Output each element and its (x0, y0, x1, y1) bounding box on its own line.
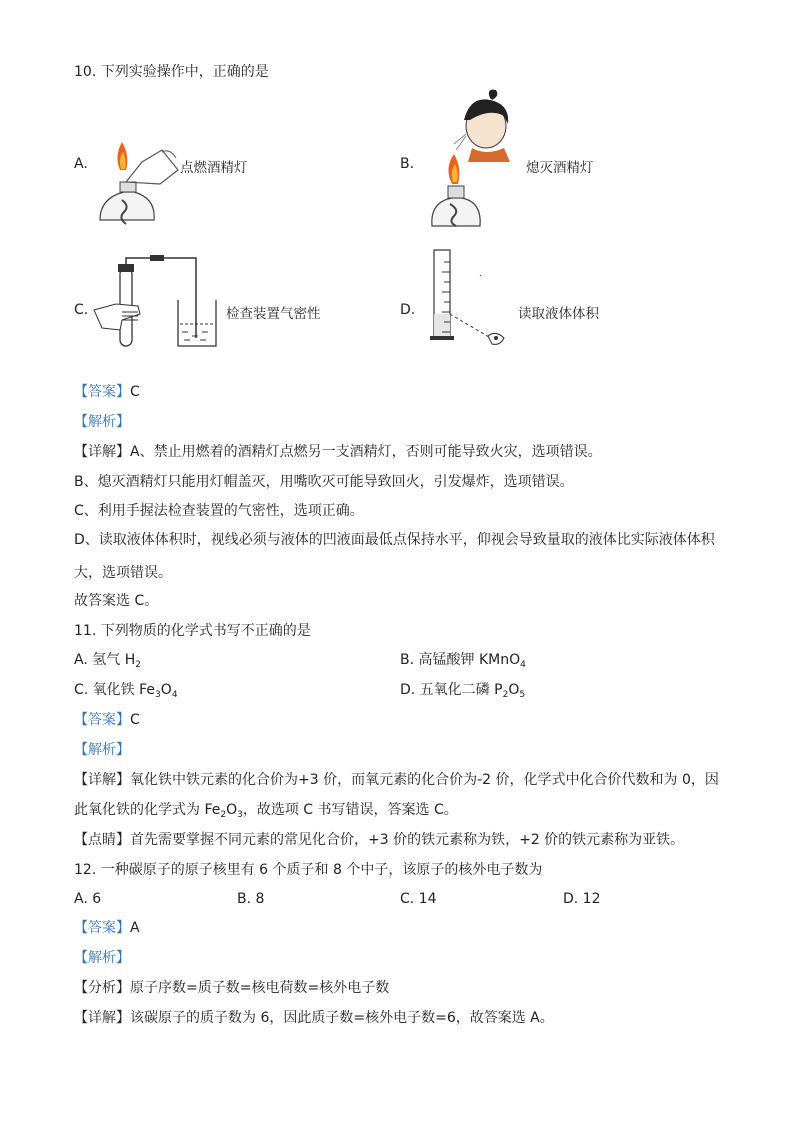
subscript: 4 (520, 660, 526, 670)
analysis-tag: 【分析】 (74, 980, 130, 996)
detail-tag: 【详解】 (74, 1010, 130, 1026)
airtightness-check-figure (92, 254, 222, 350)
q10-detail-d-line2: 大，选项错误。 (74, 565, 172, 581)
q12-option-c: C. 14 (400, 891, 437, 907)
q10-detail-c: C、利用手握法检查装置的气密性，选项正确。 (74, 503, 364, 519)
q11-option-b (400, 650, 526, 670)
formula: O (160, 682, 172, 698)
q11-tip (74, 830, 684, 850)
tip-tag: 【点睛】 (74, 832, 130, 848)
subscript: 4 (171, 690, 178, 700)
detail-text: O (226, 802, 238, 818)
q12-analysis-tag: 【解析】 (74, 950, 130, 966)
q10-option-b-caption: 熄灭酒精灯 (526, 160, 594, 176)
detail-text: 此氧化铁的化学式为 Fe (74, 802, 221, 818)
q10-analysis-tag: 【解析】 (74, 414, 130, 430)
answer-tag: 【答案】 (74, 920, 130, 936)
q10-detail-b: B、熄灭酒精灯只能用灯帽盖灭，用嘴吹灭可能导致回火，引发爆炸，选项错误。 (74, 474, 574, 490)
subscript: 2 (502, 690, 509, 700)
q10-option-a-caption: 点燃酒精灯 (180, 160, 248, 176)
q11-analysis-tag: 【解析】 (74, 742, 130, 758)
detail-text: 该碳原子的质子数为 6，因此质子数=核外电子数=6，故答案选 A。 (130, 1010, 554, 1026)
answer-value: C (130, 384, 140, 400)
q10-stem: 10. 下列实验操作中，正确的是 (74, 64, 269, 80)
q10-option-c-caption: 检查装置气密性 (226, 306, 321, 322)
q11-answer (74, 710, 140, 730)
q12-option-d: D. 12 (563, 891, 601, 907)
q11-detail-line2 (74, 800, 458, 820)
detail-tag: 【详解】 (74, 444, 130, 460)
q11-detail-line1 (74, 770, 719, 790)
subscript: 3 (237, 810, 243, 820)
q12-option-b: B. 8 (237, 891, 265, 907)
answer-tag: 【答案】 (74, 384, 130, 400)
formula: P (494, 682, 503, 698)
q12-detail (74, 1008, 554, 1028)
detail-text: 氧化铁中铁元素的化合价为+3 价，而氧元素的化合价为-2 价，化学式中化合价代数和为 0，因 (130, 772, 719, 788)
detail-text: A、禁止用燃着的酒精灯点燃另一支酒精灯，否则可能导致火灾，选项错误。 (130, 444, 602, 460)
formula: H (124, 652, 136, 668)
subscript: 3 (155, 690, 161, 700)
reading-cylinder-figure (424, 248, 524, 352)
q10-detail-d-line1: D、读取液体体积时，视线必须与液体的凹液面最低点保持水平，仰视会导致量取的液体比实际液体体积 (74, 532, 715, 548)
tip-text: 首先需要掌握不同元素的常见化合价，+3 价的铁元素称为铁，+2 价的铁元素称为亚铁。 (130, 832, 685, 848)
q12-analysis (74, 978, 389, 998)
q11-option-d (400, 680, 525, 700)
q10-option-a-letter: A. (74, 156, 88, 172)
option-label: B. 高锰酸钾 (400, 652, 479, 668)
q10-option-d-letter: D. (400, 302, 416, 318)
lamp-lighting-lamp-figure (90, 140, 180, 232)
option-label: C. 氧化铁 (74, 682, 140, 698)
formula: KMnO (478, 652, 521, 668)
q10-conclusion: 故答案选 C。 (74, 593, 159, 609)
q12-answer (74, 918, 140, 938)
option-label: D. 五氧化二磷 (400, 682, 495, 698)
answer-value: C (130, 712, 140, 728)
q12-stem: 12. 一种碳原子的原子核里有 6 个质子和 8 个中子，该原子的核外电子数为 (74, 862, 543, 878)
q11-option-a (74, 650, 141, 670)
q11-option-c (74, 680, 178, 700)
q10-option-c-letter: C. (74, 302, 89, 318)
answer-value: A (130, 920, 140, 936)
subscript: 5 (519, 690, 526, 700)
answer-tag: 【答案】 (74, 712, 130, 728)
analysis-text: 原子序数=质子数=核电荷数=核外电子数 (130, 980, 390, 996)
q10-detail-a (74, 442, 602, 462)
formula: Fe (139, 682, 156, 698)
option-label: A. 氢气 (74, 652, 125, 668)
q10-option-b-letter: B. (400, 156, 415, 172)
q12-option-a: A. 6 (74, 891, 102, 907)
subscript: 2 (220, 810, 227, 820)
formula: O (508, 682, 520, 698)
q11-stem: 11. 下列物质的化学式书写不正确的是 (74, 623, 311, 639)
q10-answer (74, 382, 140, 402)
detail-text: ，故选项 C 书写错误，答案选 C。 (242, 802, 458, 818)
q10-option-d-caption: 读取液体体积 (518, 306, 599, 322)
subscript: 2 (135, 660, 141, 670)
blowing-out-lamp-figure (420, 86, 520, 232)
detail-tag: 【详解】 (74, 772, 130, 788)
